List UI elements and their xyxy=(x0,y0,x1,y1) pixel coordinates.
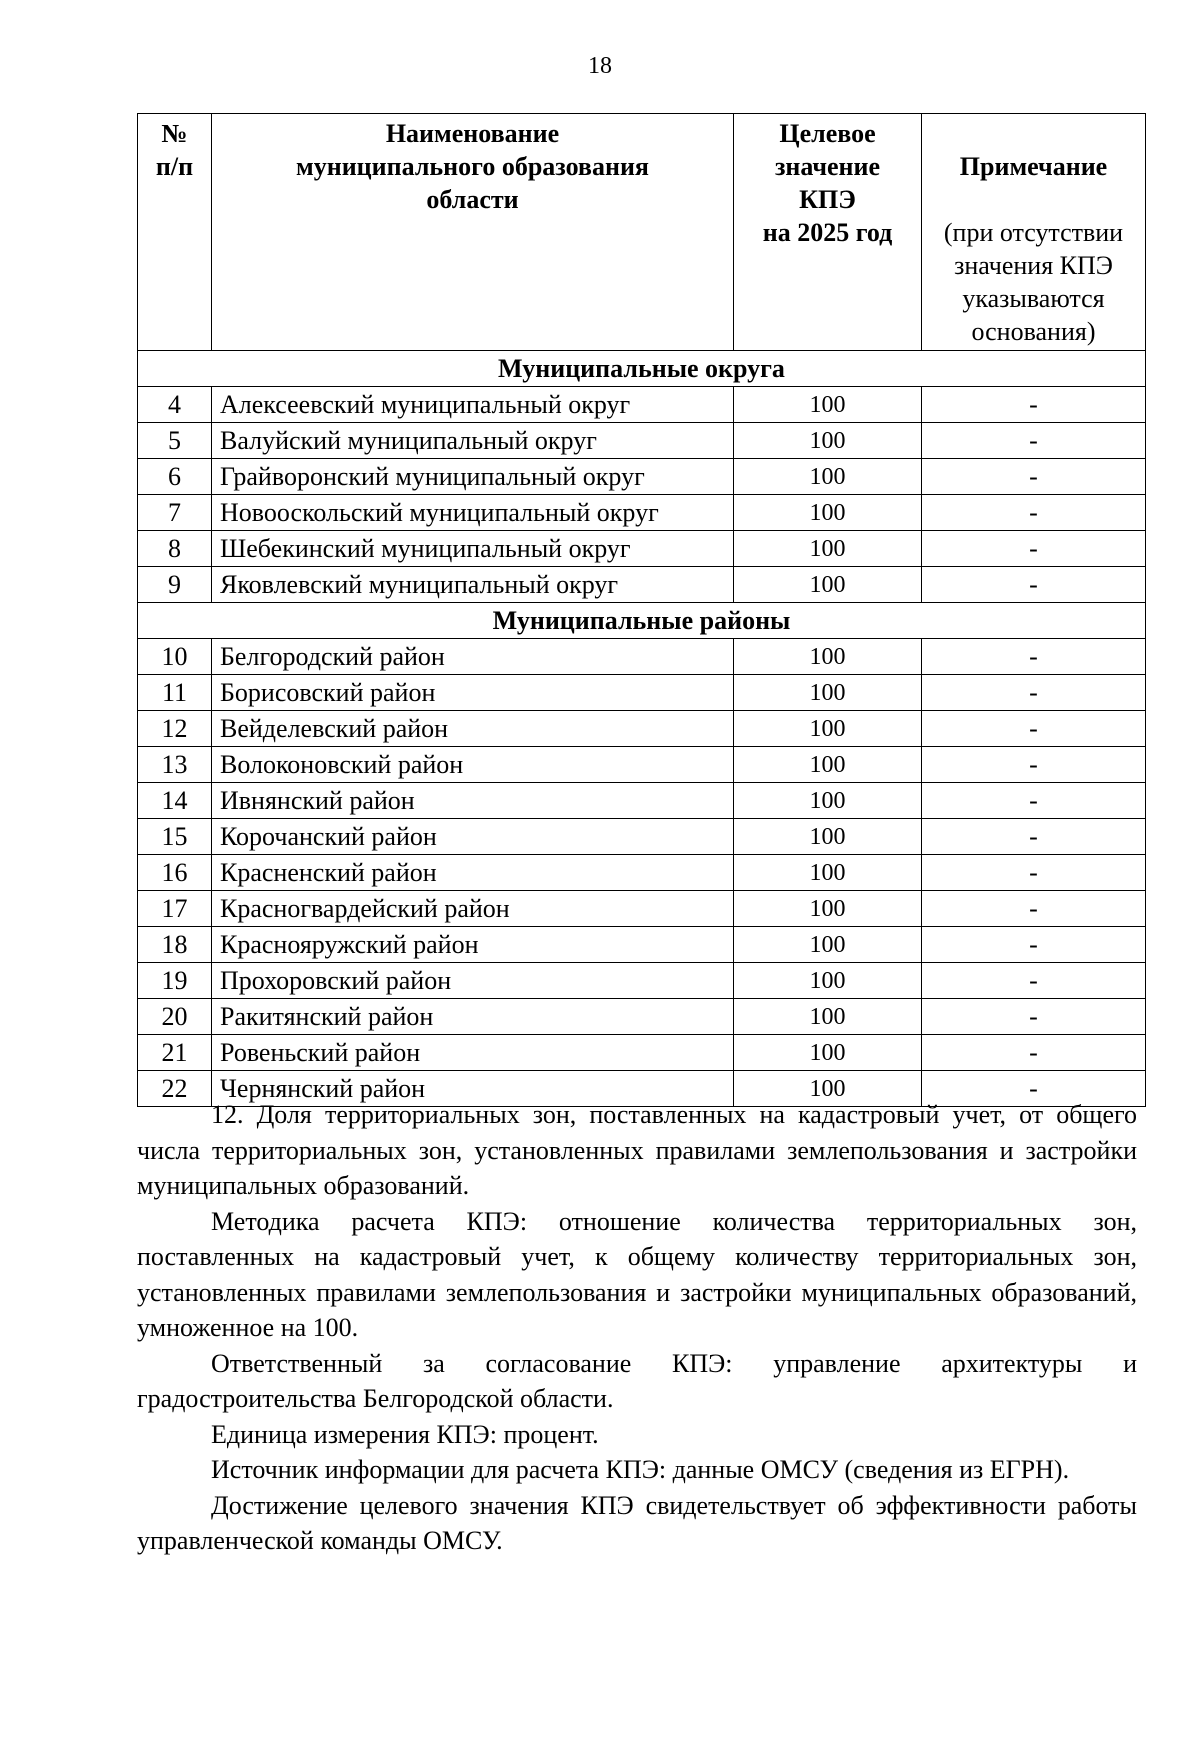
table-row xyxy=(138,783,1146,819)
cell-name: Прохоровский район xyxy=(212,963,734,999)
table-row xyxy=(138,891,1146,927)
cell-value: 100 xyxy=(734,963,922,999)
cell-value: 100 xyxy=(734,639,922,675)
cell-num: 8 xyxy=(138,531,212,567)
cell-name: Чернянский район xyxy=(212,1071,734,1107)
cell-name: Ракитянский район xyxy=(212,999,734,1035)
table-row xyxy=(138,963,1146,999)
table-row xyxy=(138,639,1146,675)
cell-name: Вейделевский район xyxy=(212,711,734,747)
cell-value: 100 xyxy=(734,567,922,603)
table-header xyxy=(138,114,1146,351)
section-row xyxy=(138,603,1146,639)
cell-note: - xyxy=(922,927,1146,963)
cell-value: 100 xyxy=(734,1035,922,1071)
cell-note: - xyxy=(922,1071,1146,1107)
cell-num: 6 xyxy=(138,459,212,495)
cell-name: Краснояружский район xyxy=(212,927,734,963)
table-row xyxy=(138,531,1146,567)
cell-num: 9 xyxy=(138,567,212,603)
cell-num: 21 xyxy=(138,1035,212,1071)
cell-num: 14 xyxy=(138,783,212,819)
cell-note: - xyxy=(922,747,1146,783)
cell-note: - xyxy=(922,711,1146,747)
section-row xyxy=(138,351,1146,387)
cell-note: - xyxy=(922,459,1146,495)
cell-note: - xyxy=(922,999,1146,1035)
table-row xyxy=(138,927,1146,963)
body-text xyxy=(137,1097,1137,1559)
cell-value: 100 xyxy=(734,387,922,423)
cell-value: 100 xyxy=(734,927,922,963)
cell-value: 100 xyxy=(734,999,922,1035)
cell-note: - xyxy=(922,423,1146,459)
cell-note: - xyxy=(922,855,1146,891)
cell-note: - xyxy=(922,567,1146,603)
cell-note: - xyxy=(922,891,1146,927)
cell-note: - xyxy=(922,387,1146,423)
cell-name: Ивнянский район xyxy=(212,783,734,819)
header-row xyxy=(138,114,1146,351)
cell-num: 12 xyxy=(138,711,212,747)
cell-value: 100 xyxy=(734,819,922,855)
cell-num: 5 xyxy=(138,423,212,459)
kpe-table xyxy=(137,113,1146,1107)
cell-note: - xyxy=(922,963,1146,999)
cell-name: Новооскольский муниципальный округ xyxy=(212,495,734,531)
table-row xyxy=(138,495,1146,531)
section-title: Муниципальные округа xyxy=(138,351,1146,387)
page-number: 18 xyxy=(588,53,612,79)
cell-num: 7 xyxy=(138,495,212,531)
cell-note: - xyxy=(922,531,1146,567)
cell-value: 100 xyxy=(734,423,922,459)
cell-name: Шебекинский муниципальный округ xyxy=(212,531,734,567)
table-row xyxy=(138,999,1146,1035)
cell-name: Валуйский муниципальный округ xyxy=(212,423,734,459)
header-num: № п/п xyxy=(138,114,212,351)
cell-note: - xyxy=(922,1035,1146,1071)
cell-name: Красненский район xyxy=(212,855,734,891)
cell-value: 100 xyxy=(734,855,922,891)
paragraph: Достижение целевого значения КПЭ свидетельствует об эффективности работы управленческой команды ОМСУ. xyxy=(137,1490,1137,1555)
cell-value: 100 xyxy=(734,783,922,819)
header-note-body: (при отсутствии значения КПЭ указываются основания) xyxy=(943,218,1124,346)
cell-note: - xyxy=(922,639,1146,675)
cell-num: 11 xyxy=(138,675,212,711)
cell-value: 100 xyxy=(734,1071,922,1107)
cell-value: 100 xyxy=(734,747,922,783)
paragraph: Ответственный за согласование КПЭ: управление архитектуры и градостроительства Белгородской области. xyxy=(137,1348,1137,1413)
table-row xyxy=(138,711,1146,747)
cell-num: 19 xyxy=(138,963,212,999)
table-row xyxy=(138,855,1146,891)
table-row xyxy=(138,567,1146,603)
header-note-title: Примечание xyxy=(959,152,1108,181)
table-row xyxy=(138,423,1146,459)
cell-name: Ровеньский район xyxy=(212,1035,734,1071)
cell-num: 10 xyxy=(138,639,212,675)
cell-value: 100 xyxy=(734,891,922,927)
paragraph: 12. Доля территориальных зон, поставленных на кадастровый учет, от общего числа территориальных зон, установленных правилами землепользования и застройки муниципальных образований. xyxy=(137,1100,1137,1200)
header-value: Целевое значение КПЭ на 2025 год xyxy=(734,114,922,351)
table-row xyxy=(138,819,1146,855)
cell-note: - xyxy=(922,675,1146,711)
paragraph: Единица измерения КПЭ: процент. xyxy=(211,1419,599,1449)
cell-name: Грайворонский муниципальный округ xyxy=(212,459,734,495)
cell-num: 13 xyxy=(138,747,212,783)
cell-note: - xyxy=(922,783,1146,819)
cell-value: 100 xyxy=(734,531,922,567)
cell-name: Алексеевский муниципальный округ xyxy=(212,387,734,423)
cell-note: - xyxy=(922,819,1146,855)
cell-name: Волоконовский район xyxy=(212,747,734,783)
cell-note: - xyxy=(922,495,1146,531)
paragraph: Методика расчета КПЭ: отношение количества территориальных зон, поставленных на кадастровый учет, к общему количеству территориальных зон, установленных правилами землепользования и застройки муниципальных образований, умноженное на 100. xyxy=(137,1206,1137,1342)
paragraph: Источник информации для расчета КПЭ: данные ОМСУ (сведения из ЕГРН). xyxy=(211,1455,1070,1484)
cell-num: 20 xyxy=(138,999,212,1035)
header-name: Наименование муниципального образования области xyxy=(212,114,734,351)
cell-value: 100 xyxy=(734,711,922,747)
cell-num: 15 xyxy=(138,819,212,855)
cell-name: Яковлевский муниципальный округ xyxy=(212,567,734,603)
cell-num: 17 xyxy=(138,891,212,927)
cell-name: Белгородский район xyxy=(212,639,734,675)
table-row xyxy=(138,675,1146,711)
cell-num: 4 xyxy=(138,387,212,423)
table-row xyxy=(138,459,1146,495)
table-row xyxy=(138,387,1146,423)
cell-name: Борисовский район xyxy=(212,675,734,711)
table-body xyxy=(138,351,1146,1107)
table-row xyxy=(138,1035,1146,1071)
cell-num: 22 xyxy=(138,1071,212,1107)
header-note xyxy=(922,114,1146,351)
section-title: Муниципальные районы xyxy=(138,603,1146,639)
cell-value: 100 xyxy=(734,675,922,711)
cell-name: Красногвардейский район xyxy=(212,891,734,927)
cell-name: Корочанский район xyxy=(212,819,734,855)
cell-num: 16 xyxy=(138,855,212,891)
cell-value: 100 xyxy=(734,495,922,531)
cell-value: 100 xyxy=(734,459,922,495)
table-row xyxy=(138,747,1146,783)
cell-num: 18 xyxy=(138,927,212,963)
